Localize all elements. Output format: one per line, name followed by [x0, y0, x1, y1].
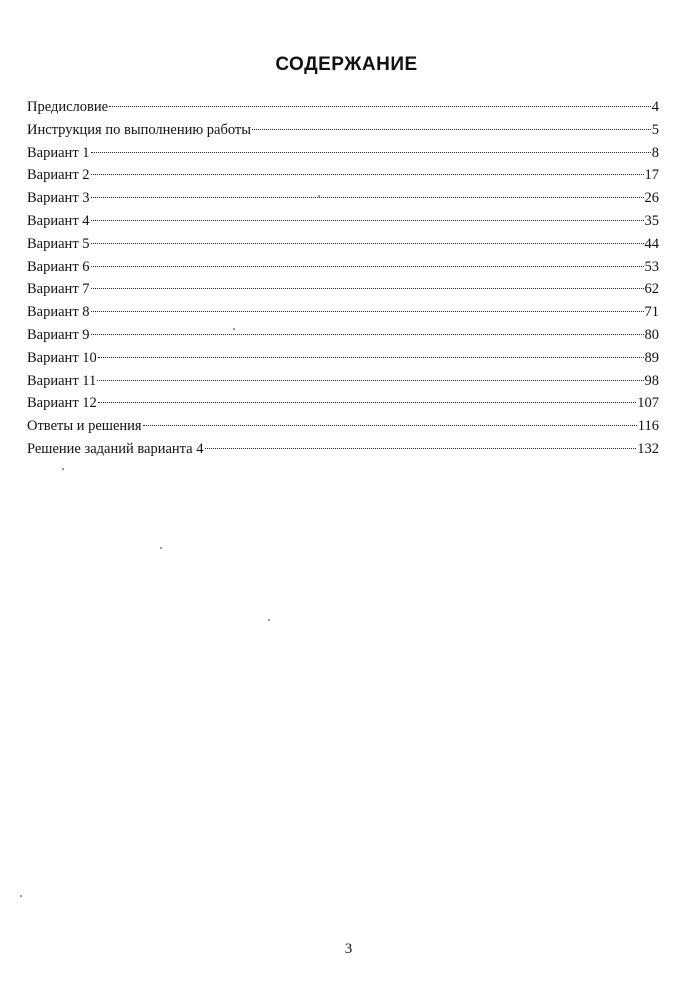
toc-dot-leader	[91, 174, 644, 175]
toc-dot-leader	[205, 448, 637, 449]
toc-entry-page: 17	[644, 167, 659, 184]
toc-entry-label: Вариант 1	[27, 144, 90, 161]
toc-entry	[27, 324, 659, 347]
toc-dot-leader	[97, 380, 643, 381]
toc-entry-label: Вариант 12	[27, 395, 97, 412]
toc-entry-page: 107	[637, 395, 659, 412]
toc-entry-page: 4	[651, 99, 659, 115]
toc-entry-page: 116	[637, 418, 659, 435]
toc-dot-leader	[91, 334, 644, 335]
toc-entry-label: Решение заданий варианта 4	[27, 440, 204, 457]
toc-entry-page: 44	[644, 235, 659, 252]
toc-entry	[27, 370, 659, 393]
scan-speck	[20, 895, 22, 897]
toc-entry-page: 35	[644, 212, 659, 229]
toc-entry	[27, 187, 659, 210]
toc-entry-page: 62	[644, 281, 659, 298]
toc-dot-leader	[98, 402, 636, 403]
toc-entry	[27, 438, 659, 461]
toc-dot-leader	[252, 129, 651, 130]
toc-entry	[27, 415, 659, 438]
toc-dot-leader	[91, 243, 644, 244]
scan-speck	[268, 619, 270, 621]
toc-entry-label: Вариант 5	[27, 235, 90, 252]
toc-dot-leader	[143, 425, 637, 426]
toc-entry-label: Ответы и решения	[27, 418, 142, 435]
toc-dot-leader	[109, 106, 651, 107]
toc-entry-page: 71	[644, 304, 659, 321]
toc-entry-label: Вариант 7	[27, 281, 90, 298]
toc-entry	[27, 233, 659, 256]
toc-entry	[27, 96, 659, 119]
toc-dot-leader	[91, 152, 651, 153]
scan-speck	[62, 468, 64, 470]
toc-dot-leader	[91, 220, 644, 221]
toc-entry	[27, 119, 659, 142]
toc-entry-label: Вариант 9	[27, 326, 90, 343]
toc-entry-page: 89	[644, 349, 659, 366]
scan-speck	[160, 547, 162, 549]
page-title: СОДЕРЖАНИЕ	[275, 54, 418, 75]
toc-entry-page: 132	[637, 440, 659, 457]
toc-entry-label: Вариант 6	[27, 258, 90, 275]
toc-entry	[27, 164, 659, 187]
toc-entry-page: 53	[644, 258, 659, 275]
toc-dot-leader	[91, 288, 644, 289]
toc-entry-page: 80	[644, 326, 659, 343]
toc-entry	[27, 347, 659, 370]
toc-entry	[27, 301, 659, 324]
toc-entry-label: Вариант 11	[27, 372, 97, 389]
page-number: 3	[344, 941, 353, 957]
toc-entry-page: 26	[644, 190, 659, 207]
toc-dot-leader	[91, 197, 644, 198]
toc-entry-page: 5	[651, 121, 659, 138]
toc-entry	[27, 142, 659, 165]
toc-entry-label: Вариант 4	[27, 212, 90, 229]
toc-entry-label: Вариант 8	[27, 304, 90, 321]
toc-entry-label: Вариант 2	[27, 167, 90, 184]
toc-entry-label: Вариант 3	[27, 190, 90, 207]
toc-entry	[27, 392, 659, 415]
toc-entry	[27, 210, 659, 233]
toc-entry-label: Предисловие	[27, 99, 109, 115]
toc-dot-leader	[91, 266, 644, 267]
scan-speck	[318, 195, 320, 197]
toc-entry	[27, 278, 659, 301]
toc-entry-page: 8	[651, 144, 659, 161]
table-of-contents	[27, 96, 659, 461]
toc-entry-page: 98	[644, 372, 659, 389]
toc-dot-leader	[98, 357, 644, 358]
toc-entry-label: Инструкция по выполнению работы	[27, 121, 251, 138]
toc-dot-leader	[91, 311, 644, 312]
toc-entry-label: Вариант 10	[27, 349, 97, 366]
scan-speck	[233, 328, 235, 330]
toc-entry	[27, 256, 659, 279]
